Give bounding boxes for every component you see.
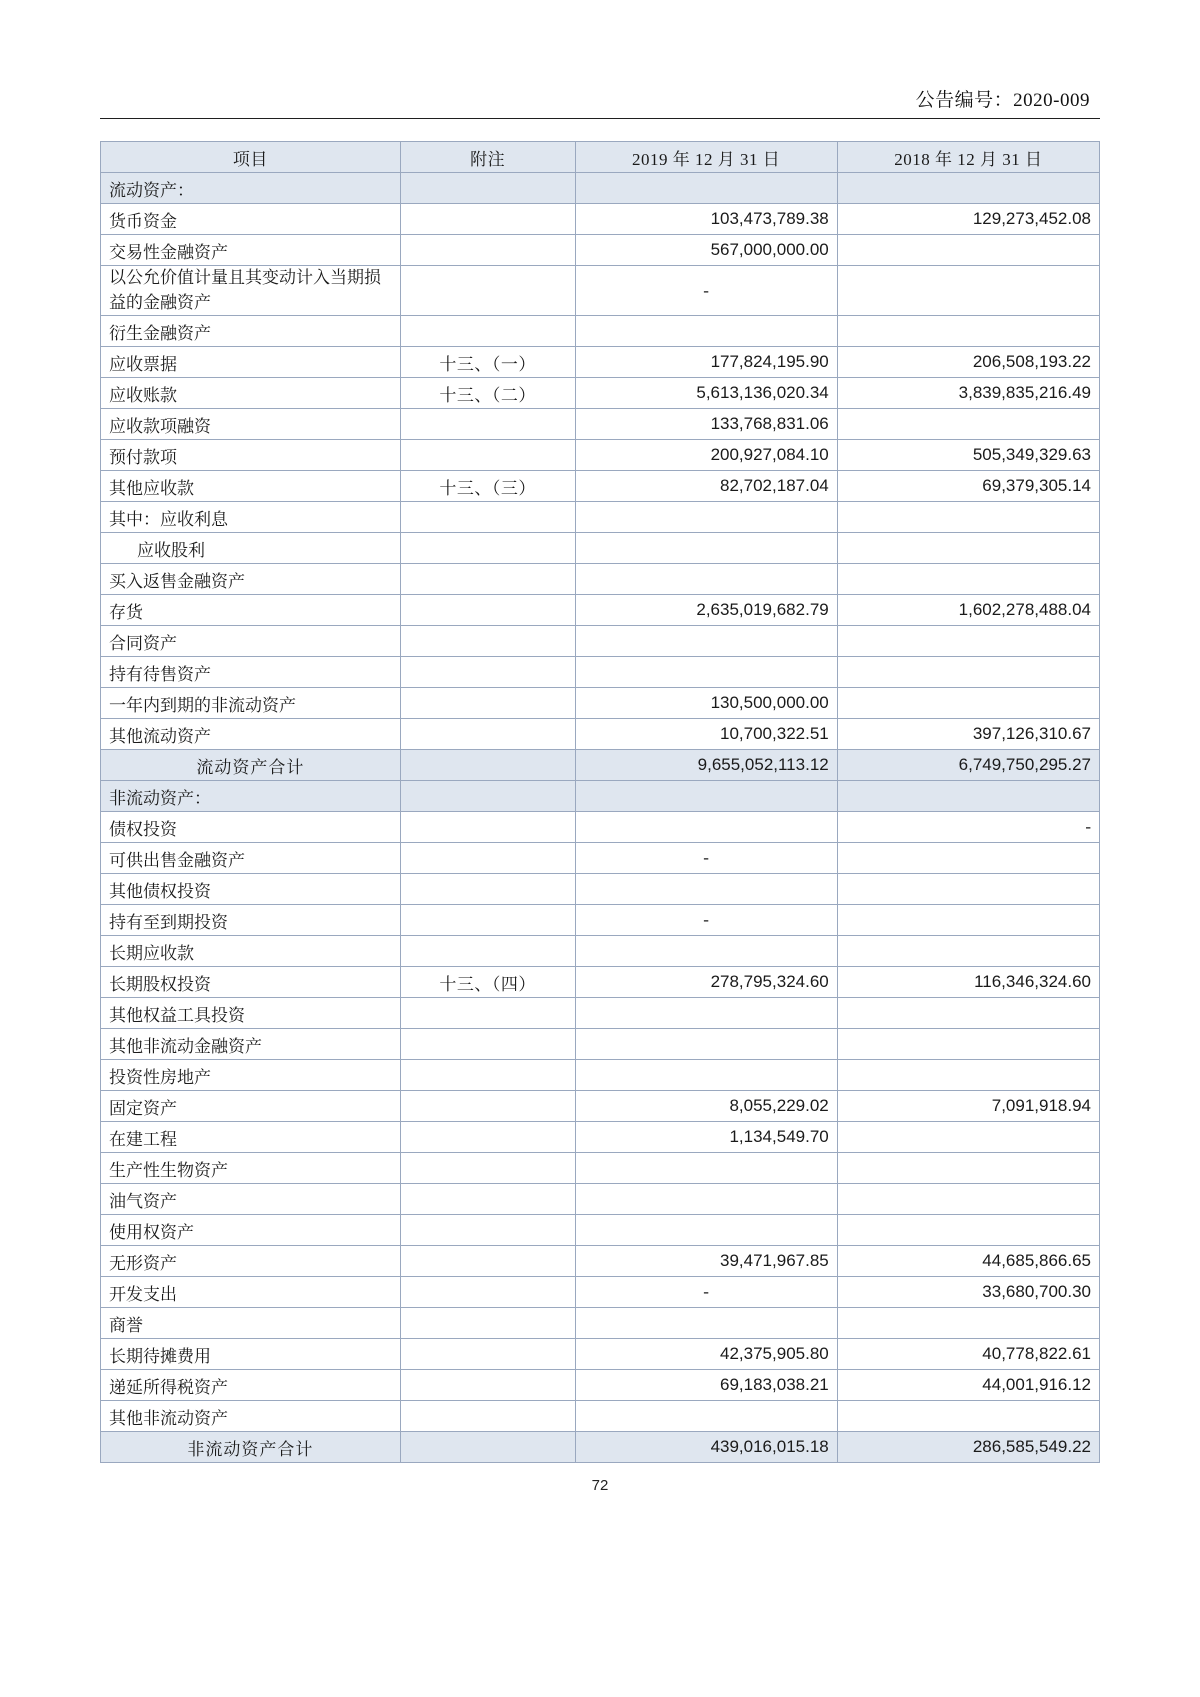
table-row (101, 998, 1100, 1029)
cell-note-reference (400, 533, 575, 564)
cell-value-2019 (575, 1401, 837, 1432)
cell-note-reference (400, 998, 575, 1029)
cell-note-reference: 十三、（二） (400, 378, 575, 409)
table-row (101, 595, 1100, 626)
cell-value-2018 (837, 316, 1099, 347)
cell-value-2019: 200,927,084.10 (575, 440, 837, 471)
cell-value-2019 (575, 1153, 837, 1184)
cell-value-2019 (575, 812, 837, 843)
cell-value-2019 (575, 1308, 837, 1339)
cell-item-label: 合同资产 (101, 626, 401, 657)
cell-note-reference (400, 1401, 575, 1432)
cell-item-label: 买入返售金融资产 (101, 564, 401, 595)
table-row (101, 471, 1100, 502)
cell-value-2018 (837, 1029, 1099, 1060)
cell-item-label: 在建工程 (101, 1122, 401, 1153)
cell-item-label: 应收账款 (101, 378, 401, 409)
cell-value-2019: 2,635,019,682.79 (575, 595, 837, 626)
cell-value-2018: 129,273,452.08 (837, 204, 1099, 235)
cell-value-2019: 177,824,195.90 (575, 347, 837, 378)
announcement-code: 公告编号：2020-009 (915, 90, 1090, 111)
cell-value-2019: 39,471,967.85 (575, 1246, 837, 1277)
cell-value-2018 (837, 626, 1099, 657)
table-row (101, 936, 1100, 967)
cell-note-reference (400, 1432, 575, 1463)
cell-item-label: 应收股利 (101, 533, 401, 564)
cell-item-label: 一年内到期的非流动资产 (101, 688, 401, 719)
cell-item-label: 流动资产： (101, 173, 401, 204)
cell-value-2019 (575, 1029, 837, 1060)
cell-value-2019 (575, 936, 837, 967)
cell-value-2018 (837, 998, 1099, 1029)
cell-item-label: 衍生金融资产 (101, 316, 401, 347)
cell-value-2018: 7,091,918.94 (837, 1091, 1099, 1122)
cell-note-reference (400, 936, 575, 967)
cell-item-label: 流动资产合计 (101, 750, 401, 781)
cell-value-2019 (575, 533, 837, 564)
cell-note-reference (400, 905, 575, 936)
cell-value-2019: 278,795,324.60 (575, 967, 837, 998)
cell-note-reference (400, 719, 575, 750)
table-header-row (101, 142, 1100, 173)
cell-note-reference (400, 1122, 575, 1153)
cell-value-2019 (575, 998, 837, 1029)
cell-item-label: 商誉 (101, 1308, 401, 1339)
cell-note-reference: 十三、（一） (400, 347, 575, 378)
cell-item-label: 其他债权投资 (101, 874, 401, 905)
table-row (101, 1215, 1100, 1246)
cell-value-2019: - (575, 266, 837, 316)
cell-item-label: 无形资产 (101, 1246, 401, 1277)
table-row (101, 235, 1100, 266)
cell-item-label: 使用权资产 (101, 1215, 401, 1246)
cell-item-label: 交易性金融资产 (101, 235, 401, 266)
cell-note-reference (400, 812, 575, 843)
table-row (101, 905, 1100, 936)
cell-item-label: 非流动资产合计 (101, 1432, 401, 1463)
cell-value-2018 (837, 564, 1099, 595)
cell-item-label: 固定资产 (101, 1091, 401, 1122)
cell-value-2018: 33,680,700.30 (837, 1277, 1099, 1308)
cell-value-2019 (575, 316, 837, 347)
cell-note-reference (400, 173, 575, 204)
cell-value-2019 (575, 781, 837, 812)
cell-value-2019 (575, 502, 837, 533)
table-body (101, 173, 1100, 1463)
cell-value-2018: 397,126,310.67 (837, 719, 1099, 750)
cell-item-label: 其他权益工具投资 (101, 998, 401, 1029)
cell-value-2019 (575, 564, 837, 595)
table-row (101, 874, 1100, 905)
cell-value-2019 (575, 657, 837, 688)
cell-item-label: 其中：应收利息 (101, 502, 401, 533)
cell-note-reference (400, 266, 575, 316)
cell-value-2018: 505,349,329.63 (837, 440, 1099, 471)
cell-value-2018 (837, 1308, 1099, 1339)
cell-value-2019: 439,016,015.18 (575, 1432, 837, 1463)
cell-value-2018 (837, 905, 1099, 936)
cell-value-2019 (575, 1060, 837, 1091)
cell-item-label: 可供出售金融资产 (101, 843, 401, 874)
cell-note-reference (400, 1308, 575, 1339)
cell-item-label: 应收票据 (101, 347, 401, 378)
cell-value-2018 (837, 1153, 1099, 1184)
cell-value-2019: 9,655,052,113.12 (575, 750, 837, 781)
cell-value-2019: 42,375,905.80 (575, 1339, 837, 1370)
table-row (101, 1401, 1100, 1432)
table-row (101, 347, 1100, 378)
cell-value-2018 (837, 657, 1099, 688)
table-row (101, 967, 1100, 998)
cell-item-label: 开发支出 (101, 1277, 401, 1308)
cell-note-reference (400, 1277, 575, 1308)
cell-value-2019: - (575, 843, 837, 874)
cell-note-reference (400, 235, 575, 266)
cell-item-label: 其他非流动资产 (101, 1401, 401, 1432)
table-row (101, 1091, 1100, 1122)
cell-note-reference (400, 1246, 575, 1277)
table-row (101, 1029, 1100, 1060)
cell-value-2019: 1,134,549.70 (575, 1122, 837, 1153)
page-number: 72 (591, 1477, 609, 1495)
cell-value-2018: 44,001,916.12 (837, 1370, 1099, 1401)
page-header (100, 70, 1100, 112)
table-total-row (101, 750, 1100, 781)
cell-value-2019: 10,700,322.51 (575, 719, 837, 750)
table-row (101, 316, 1100, 347)
cell-value-2018: 40,778,822.61 (837, 1339, 1099, 1370)
cell-value-2019 (575, 173, 837, 204)
cell-item-label: 非流动资产： (101, 781, 401, 812)
cell-value-2018 (837, 843, 1099, 874)
cell-item-label: 投资性房地产 (101, 1060, 401, 1091)
cell-note-reference (400, 1029, 575, 1060)
cell-value-2018: 44,685,866.65 (837, 1246, 1099, 1277)
cell-value-2018: 1,602,278,488.04 (837, 595, 1099, 626)
table-row (101, 533, 1100, 564)
cell-note-reference: 十三、（四） (400, 967, 575, 998)
cell-item-label: 长期应收款 (101, 936, 401, 967)
cell-value-2018 (837, 936, 1099, 967)
table-section-row (101, 781, 1100, 812)
cell-value-2018 (837, 266, 1099, 316)
cell-value-2019: 567,000,000.00 (575, 235, 837, 266)
table-row (101, 657, 1100, 688)
cell-value-2019: 133,768,831.06 (575, 409, 837, 440)
table-row (101, 378, 1100, 409)
cell-value-2018 (837, 235, 1099, 266)
cell-item-label: 以公允价值计量且其变动计入当期损益的金融资产 (101, 266, 401, 316)
cell-value-2019: 8,055,229.02 (575, 1091, 837, 1122)
table-row (101, 1277, 1100, 1308)
column-header-2018: 2018 年 12 月 31 日 (837, 142, 1099, 173)
cell-value-2018 (837, 781, 1099, 812)
cell-note-reference (400, 595, 575, 626)
cell-value-2018 (837, 173, 1099, 204)
cell-note-reference (400, 1215, 575, 1246)
table-row (101, 204, 1100, 235)
table-total-row (101, 1432, 1100, 1463)
cell-value-2018: 116,346,324.60 (837, 967, 1099, 998)
cell-value-2019: - (575, 905, 837, 936)
cell-note-reference (400, 1184, 575, 1215)
cell-value-2019: - (575, 1277, 837, 1308)
cell-value-2018 (837, 409, 1099, 440)
cell-note-reference (400, 657, 575, 688)
table-row (101, 1153, 1100, 1184)
table-row (101, 1246, 1100, 1277)
cell-value-2018 (837, 1060, 1099, 1091)
cell-value-2019: 103,473,789.38 (575, 204, 837, 235)
cell-note-reference (400, 1060, 575, 1091)
cell-value-2018: 286,585,549.22 (837, 1432, 1099, 1463)
cell-value-2019: 69,183,038.21 (575, 1370, 837, 1401)
cell-note-reference: 十三、（三） (400, 471, 575, 502)
cell-item-label: 持有待售资产 (101, 657, 401, 688)
cell-value-2018 (837, 1215, 1099, 1246)
table-row (101, 812, 1100, 843)
cell-item-label: 其他流动资产 (101, 719, 401, 750)
table-row (101, 1339, 1100, 1370)
table-row (101, 1370, 1100, 1401)
column-header-2019: 2019 年 12 月 31 日 (575, 142, 837, 173)
cell-item-label: 长期股权投资 (101, 967, 401, 998)
cell-value-2018 (837, 502, 1099, 533)
column-header-item: 项目 (101, 142, 401, 173)
table-row (101, 1122, 1100, 1153)
cell-value-2018 (837, 874, 1099, 905)
cell-value-2018: - (837, 812, 1099, 843)
table-row (101, 409, 1100, 440)
cell-value-2018 (837, 533, 1099, 564)
balance-sheet-table (100, 141, 1100, 1463)
cell-value-2018 (837, 688, 1099, 719)
table-section-row (101, 173, 1100, 204)
cell-note-reference (400, 626, 575, 657)
cell-note-reference (400, 409, 575, 440)
cell-note-reference (400, 688, 575, 719)
cell-note-reference (400, 440, 575, 471)
cell-value-2018: 69,379,305.14 (837, 471, 1099, 502)
table-row (101, 502, 1100, 533)
cell-note-reference (400, 1370, 575, 1401)
cell-value-2019: 5,613,136,020.34 (575, 378, 837, 409)
cell-value-2018: 3,839,835,216.49 (837, 378, 1099, 409)
cell-note-reference (400, 204, 575, 235)
cell-note-reference (400, 1153, 575, 1184)
cell-note-reference (400, 1339, 575, 1370)
cell-item-label: 债权投资 (101, 812, 401, 843)
table-row (101, 266, 1100, 316)
table-row (101, 1184, 1100, 1215)
cell-value-2019 (575, 874, 837, 905)
cell-item-label: 油气资产 (101, 1184, 401, 1215)
cell-note-reference (400, 564, 575, 595)
cell-value-2018 (837, 1122, 1099, 1153)
cell-value-2019 (575, 1215, 837, 1246)
cell-item-label: 存货 (101, 595, 401, 626)
cell-item-label: 其他非流动金融资产 (101, 1029, 401, 1060)
cell-item-label: 长期待摊费用 (101, 1339, 401, 1370)
column-header-note: 附注 (400, 142, 575, 173)
table-row (101, 626, 1100, 657)
cell-item-label: 递延所得税资产 (101, 1370, 401, 1401)
header-divider (100, 118, 1100, 119)
cell-note-reference (400, 843, 575, 874)
cell-note-reference (400, 781, 575, 812)
table-row (101, 440, 1100, 471)
cell-value-2018 (837, 1184, 1099, 1215)
cell-item-label: 应收款项融资 (101, 409, 401, 440)
cell-value-2018: 6,749,750,295.27 (837, 750, 1099, 781)
cell-item-label: 其他应收款 (101, 471, 401, 502)
cell-note-reference (400, 750, 575, 781)
cell-item-label: 生产性生物资产 (101, 1153, 401, 1184)
cell-note-reference (400, 502, 575, 533)
cell-item-label: 货币资金 (101, 204, 401, 235)
cell-note-reference (400, 316, 575, 347)
cell-value-2019 (575, 1184, 837, 1215)
cell-value-2019 (575, 626, 837, 657)
table-row (101, 1308, 1100, 1339)
cell-value-2019: 82,702,187.04 (575, 471, 837, 502)
cell-item-label: 持有至到期投资 (101, 905, 401, 936)
cell-item-label: 预付款项 (101, 440, 401, 471)
table-row (101, 719, 1100, 750)
cell-note-reference (400, 874, 575, 905)
cell-value-2019: 130,500,000.00 (575, 688, 837, 719)
table-row (101, 1060, 1100, 1091)
table-row (101, 843, 1100, 874)
table-row (101, 688, 1100, 719)
cell-value-2018: 206,508,193.22 (837, 347, 1099, 378)
cell-value-2018 (837, 1401, 1099, 1432)
table-row (101, 564, 1100, 595)
cell-note-reference (400, 1091, 575, 1122)
